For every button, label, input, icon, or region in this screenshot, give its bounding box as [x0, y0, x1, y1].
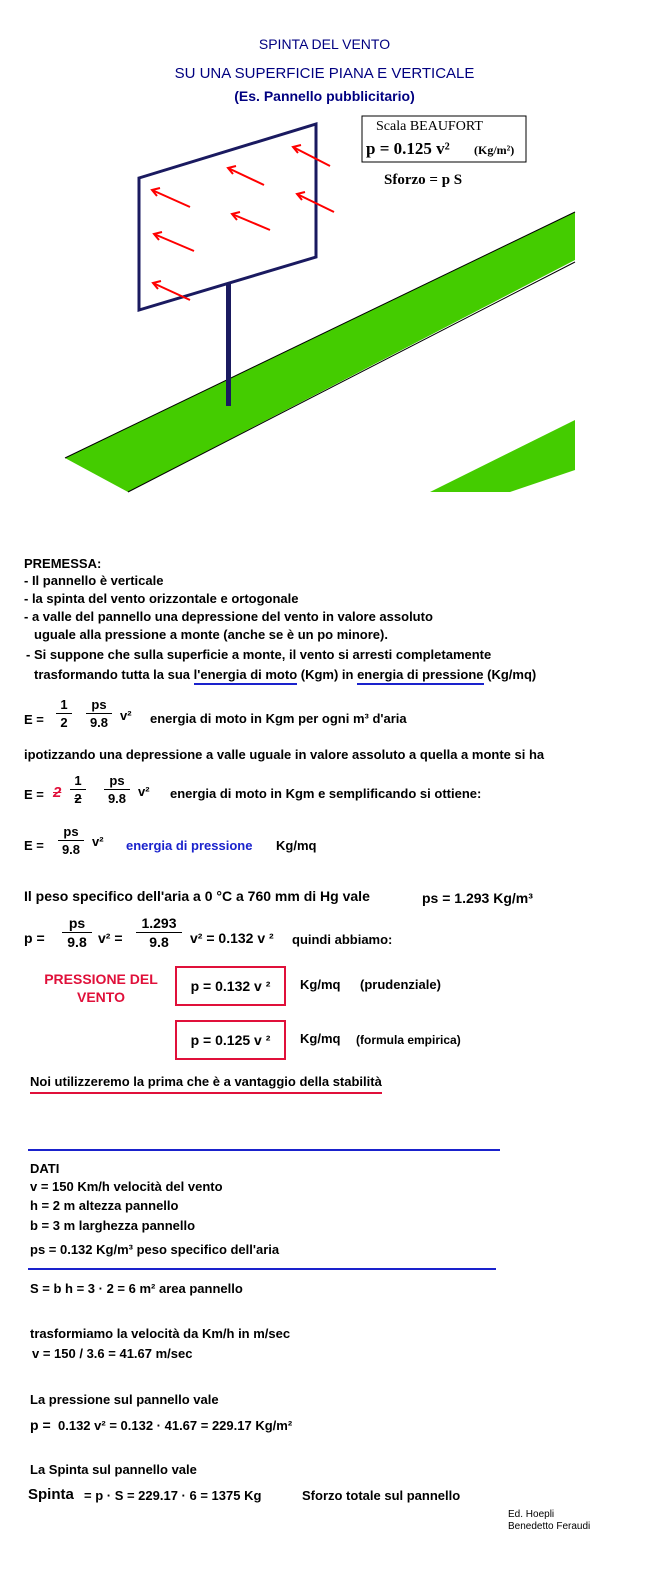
eq2-desc: energia di moto in Kgm e semplificando si ottiene:: [170, 786, 482, 801]
eq4-v2: v² =: [98, 930, 123, 946]
premessa-heading: PREMESSA:: [24, 556, 102, 571]
premessa-text: (Kg/mq): [483, 667, 537, 682]
denominator: 2: [60, 715, 68, 730]
numerator: ps: [58, 824, 84, 841]
eq1-fraction-1: [56, 697, 72, 730]
denominator: 9.8: [89, 715, 109, 730]
numerator: ps: [104, 773, 130, 790]
pressione-box-1: p = 0.132 v ²: [175, 966, 286, 1006]
divider-1: [28, 1149, 500, 1151]
billboard-illustration: [0, 110, 649, 510]
conversion-calc: v = 150 / 3.6 = 41.67 m/sec: [32, 1346, 193, 1361]
dati-line: h = 2 m altezza pannello: [30, 1198, 179, 1213]
title-line-1: SPINTA DEL VENTO: [258, 36, 391, 52]
dati-line: ps = 0.132 Kg/m³ peso specifico dell'aria: [30, 1242, 280, 1257]
eq3-fraction: [58, 824, 84, 857]
pressure-calc: 0.132 v² = 0.132 · 41.67 = 229.17 Kg/m²: [58, 1418, 293, 1433]
eq1-v2: v²: [120, 708, 132, 723]
eq2-lhs: E =: [24, 787, 44, 802]
numerator: 1: [56, 697, 72, 714]
premessa-text: trasformando tutta la sua: [34, 667, 194, 682]
pressione-box-2: p = 0.125 v ²: [175, 1020, 286, 1060]
pressione-note-2: (formula empirica): [356, 1033, 461, 1047]
eq4-fraction-1: [62, 915, 92, 950]
premessa-line: uguale alla pressione a monte (anche se è un po minore).: [34, 627, 388, 642]
beaufort-unit: (Kg/m²): [474, 143, 515, 157]
denominator: 9.8: [61, 842, 81, 857]
premessa-line: - la spinta del vento orizzontale e ortogonale: [24, 591, 299, 606]
pressione-label-1: PRESSIONE DEL: [44, 971, 158, 987]
peso-text: Il peso specifico dell'aria a 0 °C a 760 mm di Hg vale: [24, 888, 370, 904]
ground-strip-right: [430, 420, 575, 492]
beaufort-label: Scala BEAUFORT: [376, 119, 483, 134]
eq4-result: v² = 0.132 v ²: [190, 930, 274, 946]
dati-line: b = 3 m larghezza pannello: [30, 1218, 196, 1233]
divider-2: [28, 1268, 496, 1270]
spinta-calc: = p · S = 229.17 · 6 = 1375 Kg: [84, 1488, 262, 1503]
eq1-desc: energia di moto in Kgm per ogni m³ d'aria: [150, 711, 407, 726]
pressure-text: La pressione sul pannello vale: [30, 1392, 219, 1407]
eq3-v2: v²: [92, 834, 104, 849]
billboard-panel: [139, 124, 316, 310]
numerator: ps: [62, 915, 92, 933]
eq3-unit: Kg/mq: [276, 838, 317, 853]
spinta-tail: Sforzo totale sul pannello: [302, 1488, 461, 1503]
pressione-unit-1: Kg/mq: [300, 977, 341, 992]
numerator: 1.293: [136, 915, 182, 933]
pressure-lhs: p =: [30, 1417, 51, 1433]
spinta-text: La Spinta sul pannello vale: [30, 1462, 197, 1477]
premessa-line: - Il pannello è verticale: [24, 573, 164, 588]
eq4-tail: quindi abbiamo:: [292, 932, 393, 947]
eq2-fraction-2: [104, 773, 130, 806]
pressione-label-2: VENTO: [77, 989, 125, 1005]
numerator: ps: [86, 697, 112, 714]
denominator: 2: [74, 791, 82, 806]
peso-value: ps = 1.293 Kg/m³: [422, 890, 533, 906]
eq3-lhs: E =: [24, 838, 44, 853]
beaufort-formula: p = 0.125 v²: [366, 139, 450, 158]
numerator: 1: [70, 773, 86, 790]
energia-moto-underlined: l'energia di moto: [194, 667, 298, 685]
sforzo-formula: Sforzo = p S: [384, 172, 463, 188]
pressione-note-1: (prudenziale): [360, 977, 441, 992]
eq4-lhs: p =: [24, 930, 45, 946]
eq4-fraction-2: [136, 915, 182, 950]
premessa-line: - Si suppone che sulla superficie a monte, il vento si arresti completamente: [26, 647, 492, 662]
energia-pressione-underlined: energia di pressione: [357, 667, 483, 685]
conversion-text: trasformiamo la velocità da Km/h in m/sec: [30, 1326, 291, 1341]
spinta-lhs: Spinta: [28, 1486, 74, 1503]
hypothesis-text: ipotizzando una depressione a valle uguale in valore assoluto a quella a monte si ha: [24, 747, 545, 762]
premessa-text: (Kgm) in: [297, 667, 358, 682]
credit-publisher: Ed. Hoepli: [508, 1509, 555, 1520]
dati-line: v = 150 Km/h velocità del vento: [30, 1179, 223, 1194]
choice-text: Noi utilizzeremo la prima che è a vantaggio della stabilità: [30, 1074, 382, 1094]
dati-heading: DATI: [30, 1161, 60, 1176]
premessa-line: - a valle del pannello una depressione del vento in valore assoluto: [24, 609, 433, 624]
eq1-lhs: E =: [24, 712, 44, 727]
denominator: 9.8: [107, 791, 127, 806]
denominator: 9.8: [149, 934, 169, 950]
denominator: 9.8: [67, 934, 87, 950]
credit-author: Benedetto Feraudi: [508, 1521, 591, 1532]
eq3-desc-blue: energia di pressione: [126, 838, 253, 853]
title-line-3: (Es. Pannello pubblicitario): [234, 88, 415, 104]
eq2-cancelled-two: 2: [53, 784, 62, 801]
eq1-fraction-2: [86, 697, 112, 730]
billboard-pole: [226, 284, 231, 406]
eq2-fraction-1: [70, 773, 86, 806]
eq2-v2: v²: [138, 784, 150, 799]
area-calc: S = b h = 3 · 2 = 6 m² area pannello: [30, 1281, 243, 1296]
premessa-line-last: [34, 667, 536, 682]
pressione-unit-2: Kg/mq: [300, 1031, 341, 1046]
title-line-2: SU UNA SUPERFICIE PIANA E VERTICALE: [174, 65, 475, 82]
